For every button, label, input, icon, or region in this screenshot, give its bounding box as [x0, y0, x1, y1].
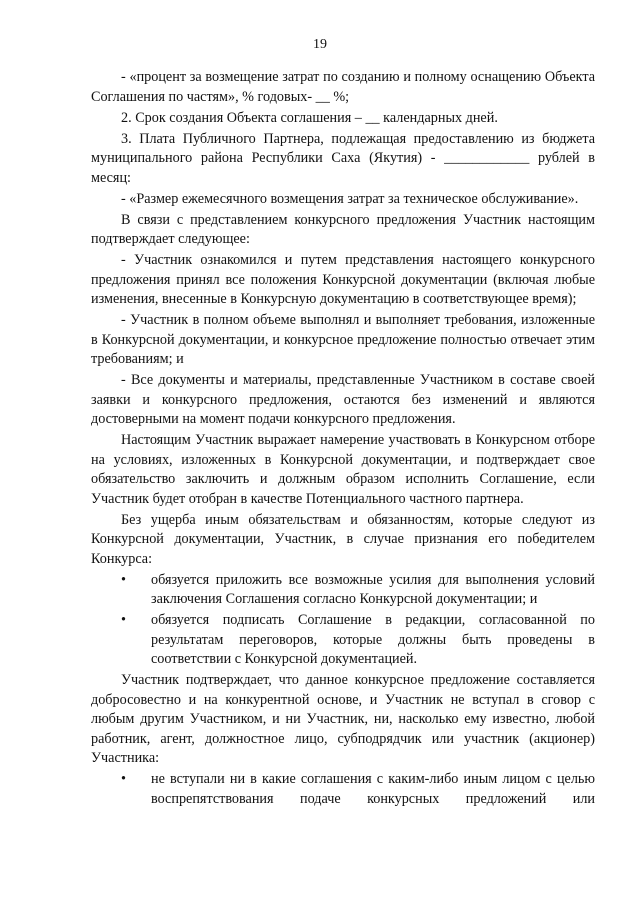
paragraph-intention: Настоящим Участник выражает намерение участвовать в Конкурсном отборе на условиях, изложенных в Конкурсной документации, и подтверждает свое обязательство заключить и должным образом исполнить Соглашение, если Участник будет отобран в качестве Потенциального частного партнера.: [91, 432, 595, 507]
paragraph-cost-percent: - «процент за возмещение затрат по созданию и полному оснащению Объекта Соглашения по частям», % годовых- __ %;: [91, 69, 595, 105]
list-item-text: не вступали ни в какие соглашения с каким-либо иным лицом с целью воспрепятствования подаче конкурсных предложений или: [151, 771, 595, 807]
page-number: 19: [313, 37, 327, 52]
list-item-text: обязуется приложить все возможные усилия для выполнения условий заключения Соглашения согласно Конкурсной документации; и: [151, 571, 595, 607]
list-item: [91, 571, 595, 610]
paragraph-confirm-2: - Участник в полном объеме выполнял и выполняет требования, изложенные в Конкурсной документации, и конкурсное предложение полностью отвечает этим требованиям; и: [91, 312, 595, 367]
list-item: [91, 770, 595, 809]
paragraph-obligations-intro: Без ущерба иным обязательствам и обязанностям, которые следуют из Конкурсной документации, Участник, в случае признания его победителем Конкурса:: [91, 511, 595, 567]
bullet-mark: •: [121, 612, 126, 628]
paragraph-confirmation-intro: В связи с представлением конкурсного предложения Участник настоящим подтверждает следующее:: [91, 211, 595, 247]
paragraph-term: 2. Срок создания Объекта соглашения – __ календарных дней.: [121, 109, 498, 126]
list-item-text: обязуется подписать Соглашение в редакции, согласованной по результатам переговоров, которые должны быть проведены в соответствии с Конкурсной документацией.: [151, 612, 595, 667]
paragraph-good-faith: Участник подтверждает, что данное конкурсное предложение составляется добросовестно и на конкурентной основе, и Участник не вступал в сговор с любым другим Участником, и ни Участник, ни, насколько ему известно, любой работник, агент, должностное лицо, субподрядчик или участник (акционер) Участника:: [91, 672, 595, 766]
list-item: [91, 611, 595, 670]
bullet-mark: •: [121, 771, 126, 787]
paragraph-confirm-1: - Участник ознакомился и путем представления настоящего конкурсного предложения принял все положения Конкурсной документации (включая любые изменения, внесенные в Конкурсную документацию в соответствующее время);: [91, 252, 595, 307]
paragraph-payment: 3. Плата Публичного Партнера, подлежащая предоставлению из бюджета муниципального района Республики Саха (Якутия) - ____________ рублей в месяц:: [91, 130, 595, 186]
bullet-mark: •: [121, 571, 126, 588]
document-body: [91, 68, 595, 811]
paragraph-confirm-3: - Все документы и материалы, представленные Участником в составе своей заявки и конкурсного предложения, остаются без изменений и являются достоверными на момент подачи конкурсного предложения.: [91, 372, 595, 427]
paragraph-monthly-compensation: - «Размер ежемесячного возмещения затрат за техническое обслуживание».: [121, 190, 579, 207]
